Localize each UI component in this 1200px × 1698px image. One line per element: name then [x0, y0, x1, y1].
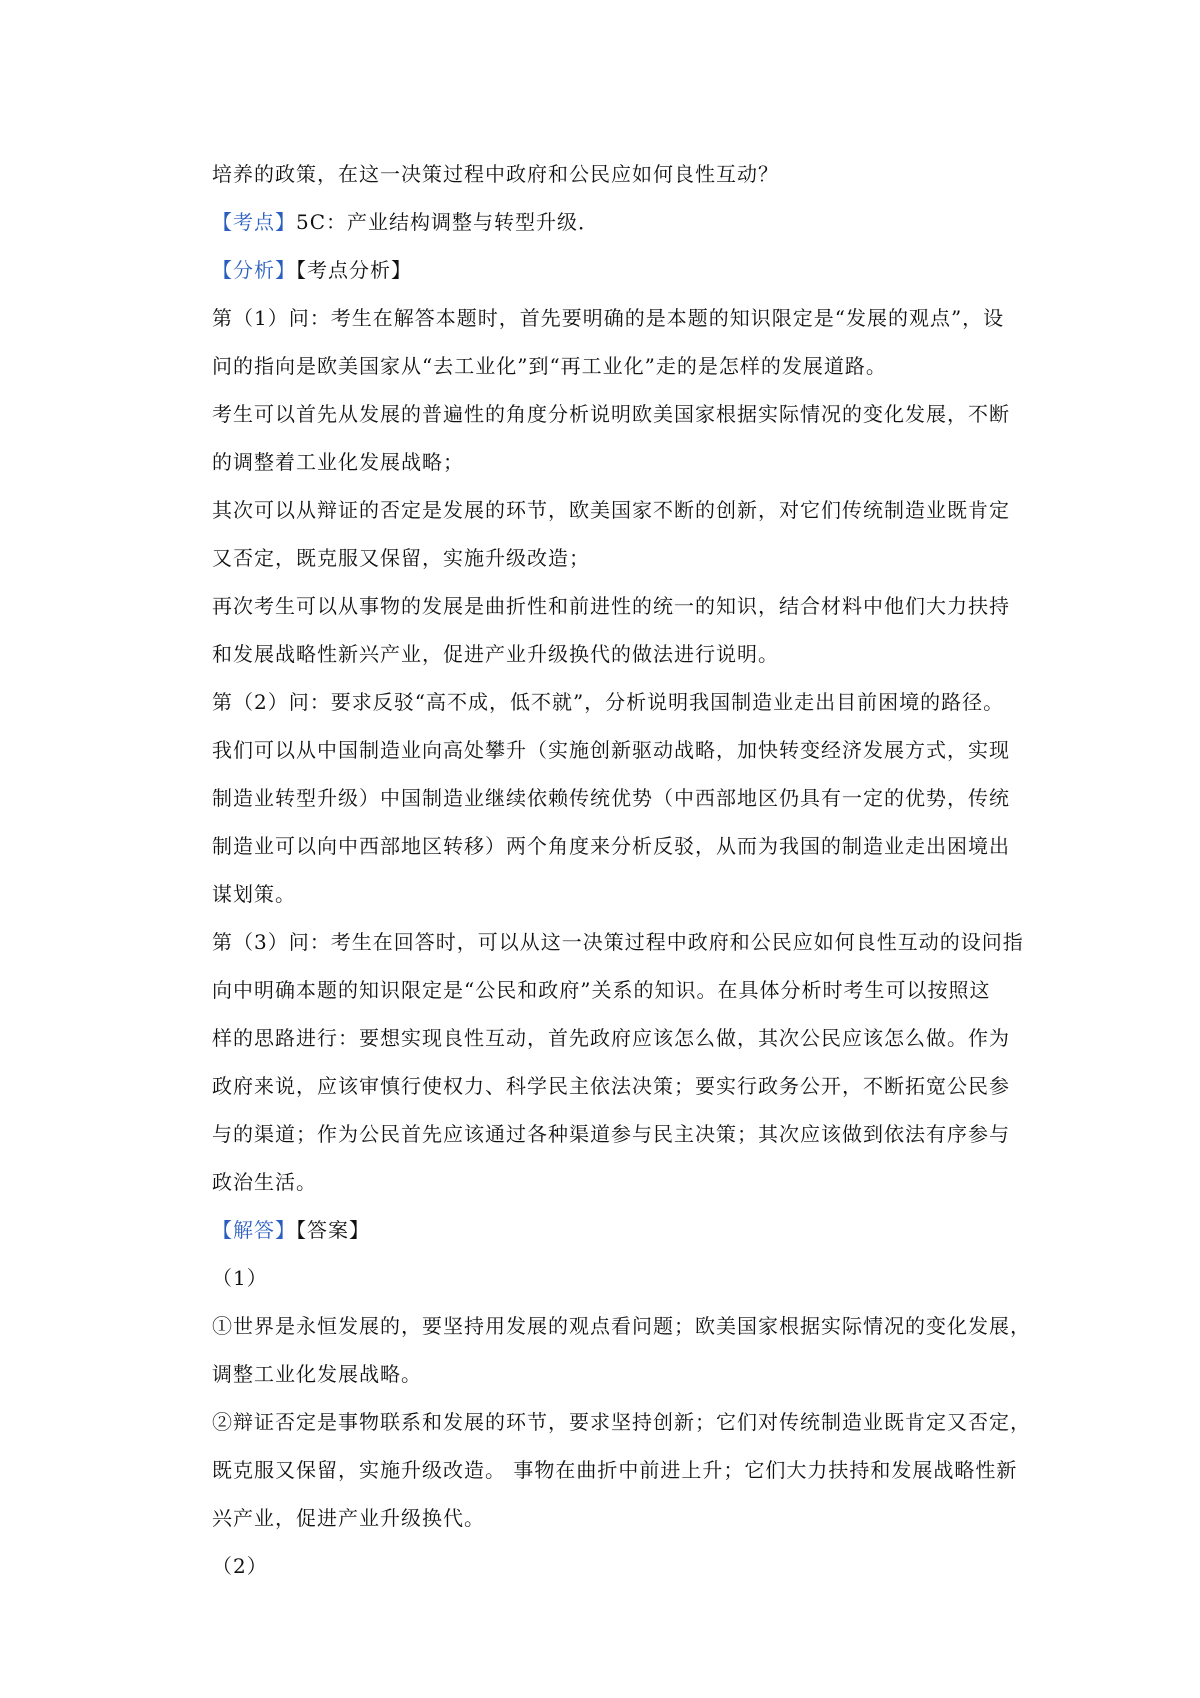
answer-line: 调整工业化发展战略。 [212, 1362, 422, 1386]
document-content [212, 150, 1032, 1590]
analysis-line: 第（3）问：考生在回答时，可以从这一决策过程中政府和公民应如何良性互动的设问指 [212, 930, 1024, 954]
analysis-line: 第（2）问：要求反驳“高不成，低不就”，分析说明我国制造业走出目前困境的路径。 [212, 690, 1005, 714]
kaodian-line [212, 198, 1032, 246]
kaodian-text: 5C：产业结构调整与转型升级． [296, 210, 600, 234]
analysis-line: 问的指向是欧美国家从“去工业化”到“再工业化”走的是怎样的发展道路。 [212, 354, 887, 378]
analysis-line: 向中明确本题的知识限定是“公民和政府”关系的知识。在具体分析时考生可以按照这 [212, 978, 991, 1002]
kaodian-open-bracket: 【 [212, 210, 233, 234]
answer-line: 既克服又保留，实施升级改造。 事物在曲折中前进上升；它们大力扶持和发展战略性新 [212, 1458, 1018, 1482]
analysis-line: 又否定，既克服又保留，实施升级改造； [212, 546, 590, 570]
analysis-line: 第（1）问：考生在解答本题时，首先要明确的是本题的知识限定是“发展的观点”，设 [212, 306, 1005, 330]
analysis-line: 政府来说，应该审慎行使权力、科学民主依法决策；要实行政务公开，不断拓宽公民参 [212, 1074, 1010, 1098]
analysis-line: 谋划策。 [212, 882, 296, 906]
analysis-block [212, 294, 1032, 1206]
fenxi-sub: 【考点分析】 [296, 258, 412, 282]
analysis-line: 考生可以首先从发展的普遍性的角度分析说明欧美国家根据实际情况的变化发展，不断 [212, 402, 1010, 426]
answer-line: （1） [212, 1266, 268, 1290]
fenxi-line [212, 246, 1032, 294]
analysis-line: 其次可以从辩证的否定是发展的环节，欧美国家不断的创新，对它们传统制造业既肯定 [212, 498, 1010, 522]
jieda-open-bracket: 【 [212, 1218, 233, 1242]
analysis-line: 再次考生可以从事物的发展是曲折性和前进性的统一的知识，结合材料中他们大力扶持 [212, 594, 1010, 618]
intro-line: 培养的政策，在这一决策过程中政府和公民应如何良性互动？ [212, 162, 779, 186]
answer-line: ①世界是永恒发展的，要坚持用发展的观点看问题；欧美国家根据实际情况的变化发展， [212, 1314, 1031, 1338]
analysis-line: 政治生活。 [212, 1170, 317, 1194]
answer-line: ②辩证否定是事物联系和发展的环节，要求坚持创新；它们对传统制造业既肯定又否定， [212, 1410, 1031, 1434]
answer-block [212, 1254, 1032, 1590]
kaodian-label: 考点 [233, 210, 275, 234]
jieda-close-bracket: 】 [275, 1218, 296, 1242]
analysis-line: 样的思路进行：要想实现良性互动，首先政府应该怎么做，其次公民应该怎么做。作为 [212, 1026, 1010, 1050]
analysis-line: 我们可以从中国制造业向高处攀升（实施创新驱动战略，加快转变经济发展方式，实现 [212, 738, 1010, 762]
analysis-line: 与的渠道；作为公民首先应该通过各种渠道参与民主决策；其次应该做到依法有序参与 [212, 1122, 1010, 1146]
jieda-line [212, 1206, 1032, 1254]
answer-line: 兴产业，促进产业升级换代。 [212, 1506, 485, 1530]
analysis-line: 和发展战略性新兴产业，促进产业升级换代的做法进行说明。 [212, 642, 779, 666]
jieda-label: 解答 [233, 1218, 275, 1242]
analysis-line: 的调整着工业化发展战略； [212, 450, 464, 474]
fenxi-open-bracket: 【 [212, 258, 233, 282]
analysis-line: 制造业转型升级）中国制造业继续依赖传统优势（中西部地区仍具有一定的优势，传统 [212, 786, 1010, 810]
answer-line: （2） [212, 1554, 268, 1578]
fenxi-label: 分析 [233, 258, 275, 282]
fenxi-close-bracket: 】 [275, 258, 296, 282]
jieda-sub: 【答案】 [296, 1218, 370, 1242]
kaodian-close-bracket: 】 [275, 210, 296, 234]
analysis-line: 制造业可以向中西部地区转移）两个角度来分析反驳，从而为我国的制造业走出困境出 [212, 834, 1010, 858]
